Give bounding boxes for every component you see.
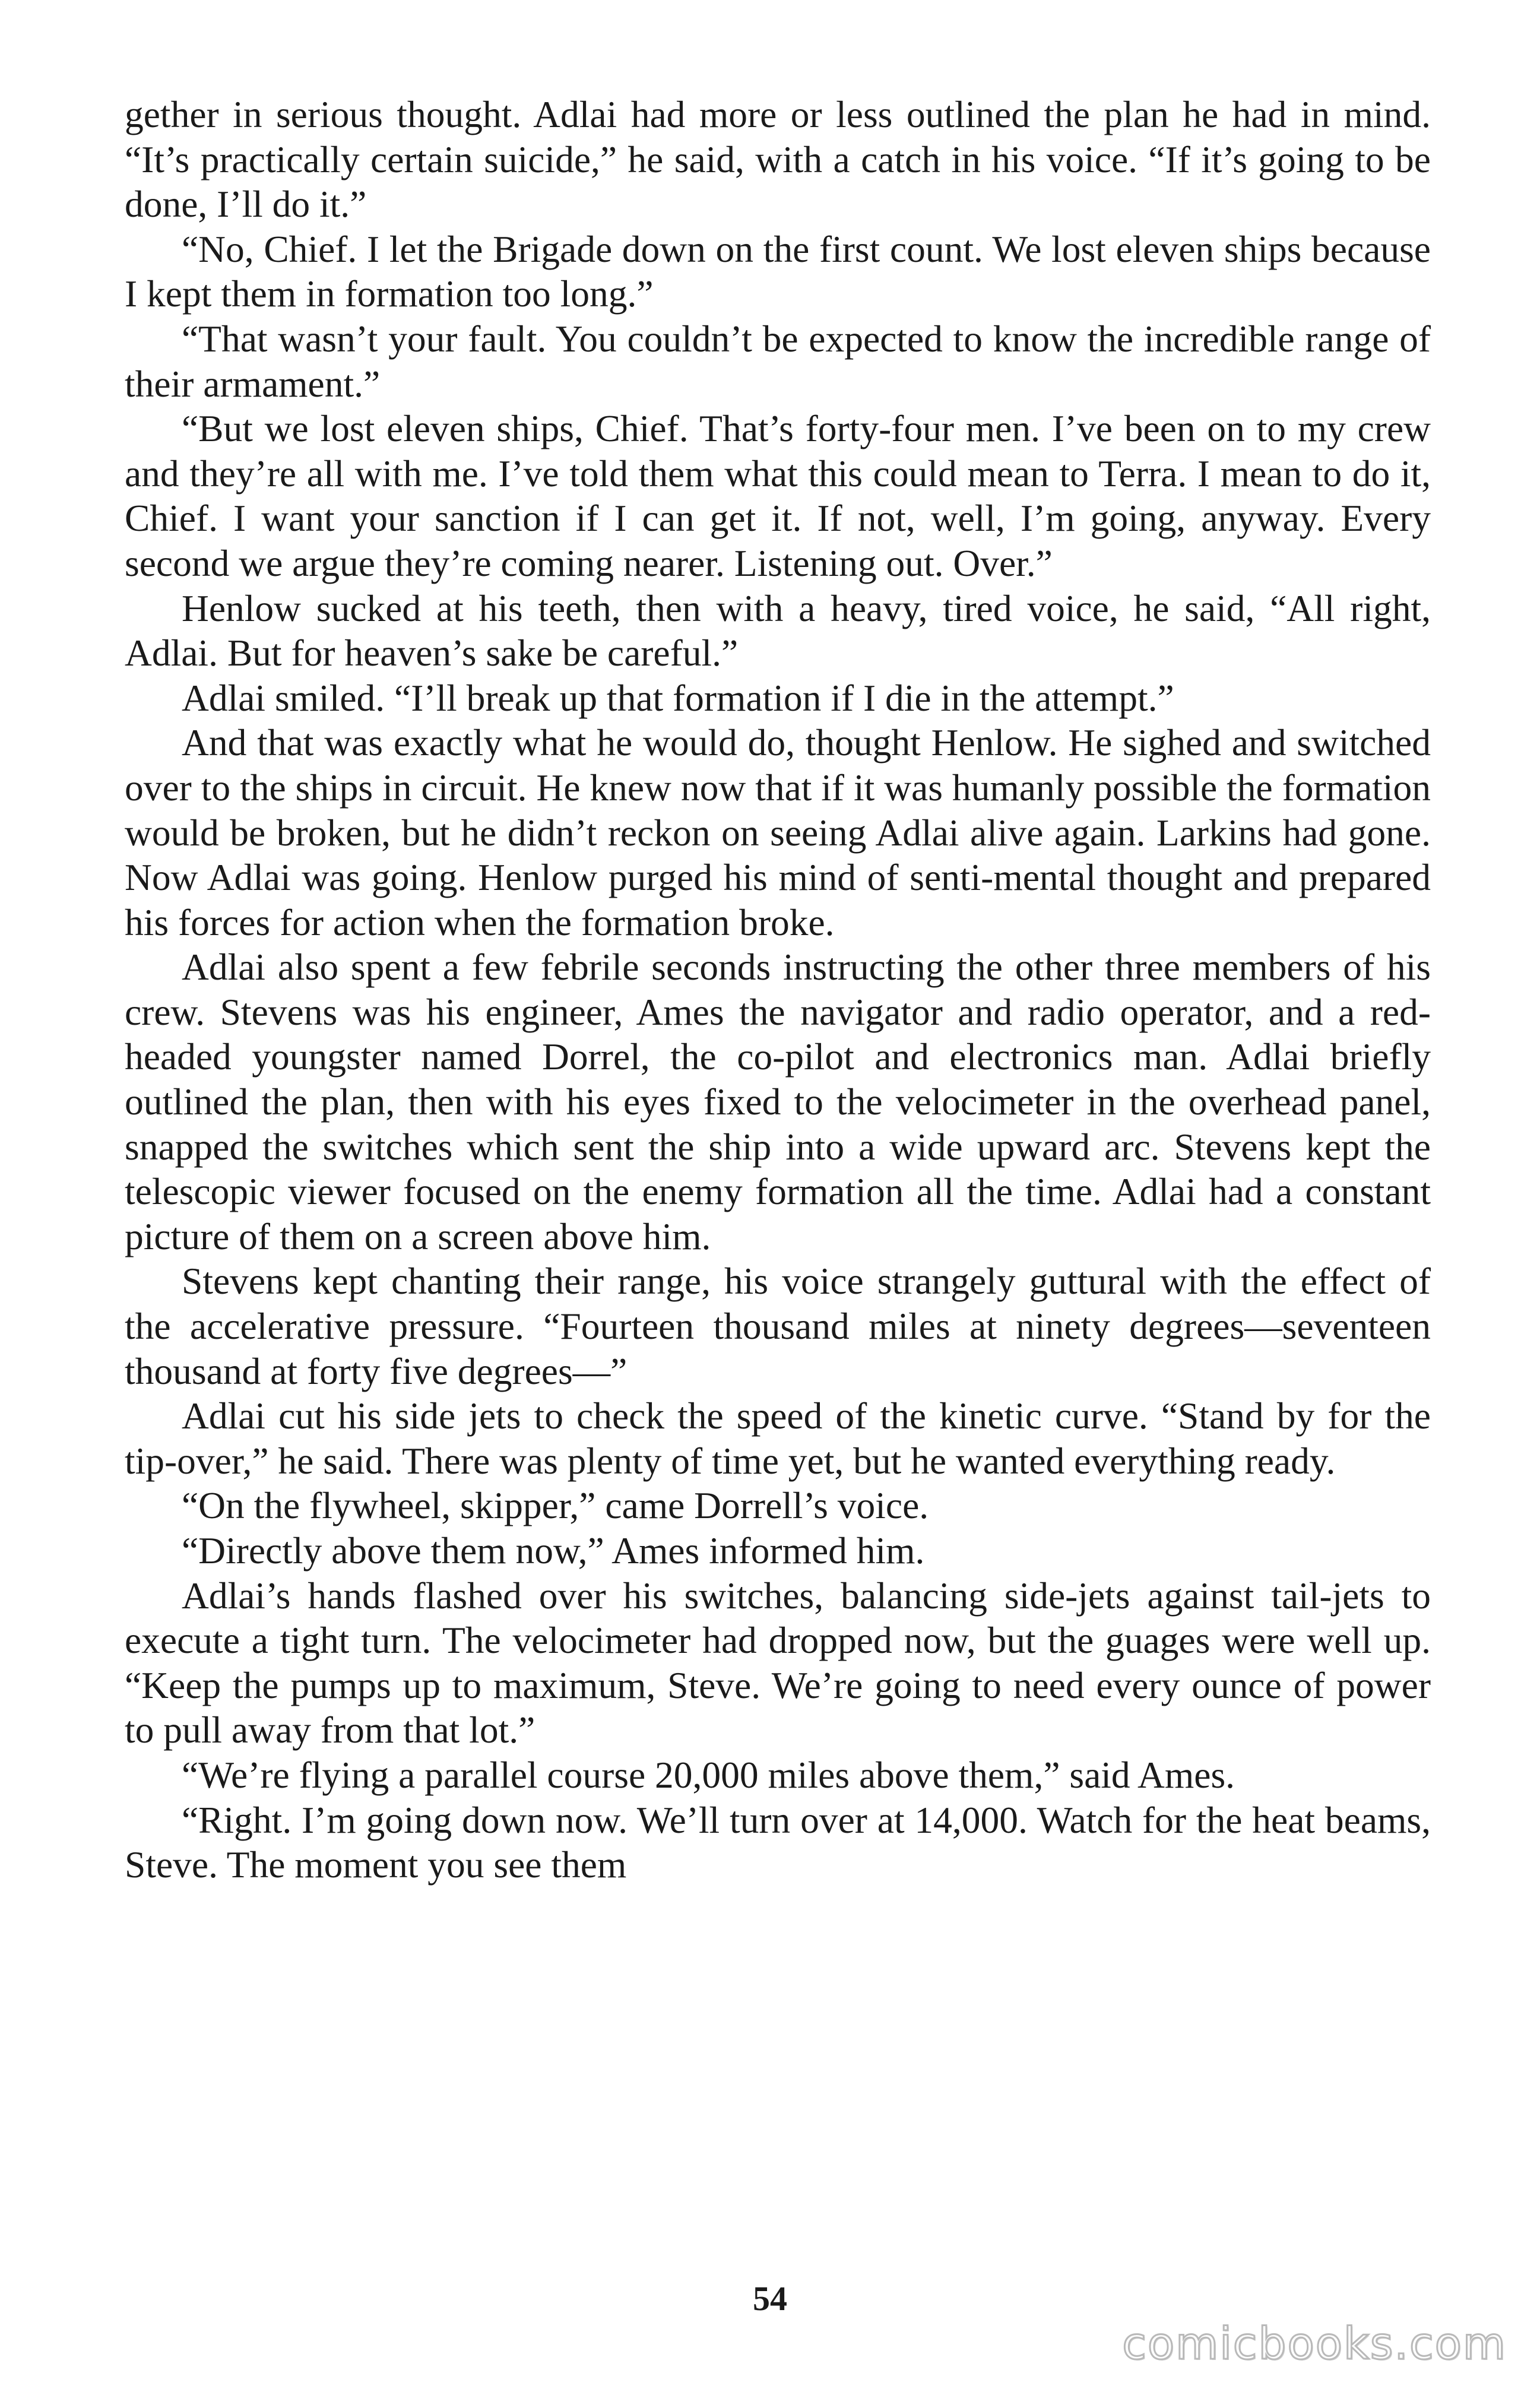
paragraph: “But we lost eleven ships, Chief. That’s forty-four men. I’ve been on to my crew and they’re all with me. I’ve told them what this could mean to Terra. I mean to do it, Chief. I want your sanction if I can get it. If not, well, I’m going, anyway. Every second we argue they’re coming nearer. Listening out. Over.” [125,407,1431,584]
paragraph: Adlai also spent a few febrile seconds instructing the other three members of his crew. Stevens was his engineer, Ames the navigator and radio operator, and a red-headed youngster named Dorrel, the co-pilot and electronics man. Adlai briefly outlined the plan, then with his eyes fixed to the velocimeter in the overhead panel, snapped the switches which sent the ship into a wide upward arc. Stevens kept the telescopic viewer focused on the enemy formation all the time. Adlai had a constant picture of them on a screen above him. [125,946,1431,1257]
paragraph: Adlai’s hands flashed over his switches, balancing side-jets against tail-jets to execute a tight turn. The velocimeter had dropped now, but the guages were well up. “Keep the pumps up to maximum, Steve. We’re going to need every ounce of power to pull away from that lot.” [125,1574,1431,1751]
paragraph: “That wasn’t your fault. You couldn’t be expected to know the incredible range of their armament.” [125,317,1431,405]
paragraph: “Right. I’m going down now. We’ll turn over at 14,000. Watch for the heat beams, Steve. The moment you see them [125,1798,1431,1886]
paragraph: “Directly above them now,” Ames informed him. [182,1529,925,1572]
paragraph: Adlai cut his side jets to check the speed of the kinetic curve. “Stand by for the tip-over,” he said. There was plenty of time yet, but he wanted everything ready. [125,1395,1431,1482]
paragraph: “We’re flying a parallel course 20,000 miles above them,” said Ames. [182,1753,1235,1796]
paragraph: gether in serious thought. Adlai had more or less outlined the plan he had in mind. “It’s practically certain suicide,” he said, with a catch in his voice. “If it’s going to be done, I’ll do it.” [125,93,1431,226]
page-number: 54 [753,2279,787,2318]
paragraph: Stevens kept chanting their range, his voice strangely guttural with the effect of the accelerative pressure. “Fourteen thousand miles at ninety degrees—seventeen thousand at forty five degrees—” [125,1260,1431,1392]
paragraph: “On the flywheel, skipper,” came Dorrell’s voice. [182,1484,929,1527]
site-watermark: comicbooks.com [1122,2318,1507,2369]
paragraph: And that was exactly what he would do, thought Henlow. He sighed and switched over to the ships in circuit. He knew now that if it was humanly possible the formation would be broken, but he didn’t reckon on seeing Adlai alive again. Larkins had gone. Now Adlai was going. Henlow purged his mind of senti-mental thought and prepared his forces for action when the formation broke. [125,721,1431,943]
body-text [125,92,1431,1887]
paragraph: “No, Chief. I let the Brigade down on the first count. We lost eleven ships because I kept them in formation too long.” [125,227,1431,315]
paragraph: Adlai smiled. “I’ll break up that formation if I die in the attempt.” [182,676,1174,719]
paragraph: Henlow sucked at his teeth, then with a heavy, tired voice, he said, “All right, Adlai. But for heaven’s sake be careful.” [125,587,1431,674]
